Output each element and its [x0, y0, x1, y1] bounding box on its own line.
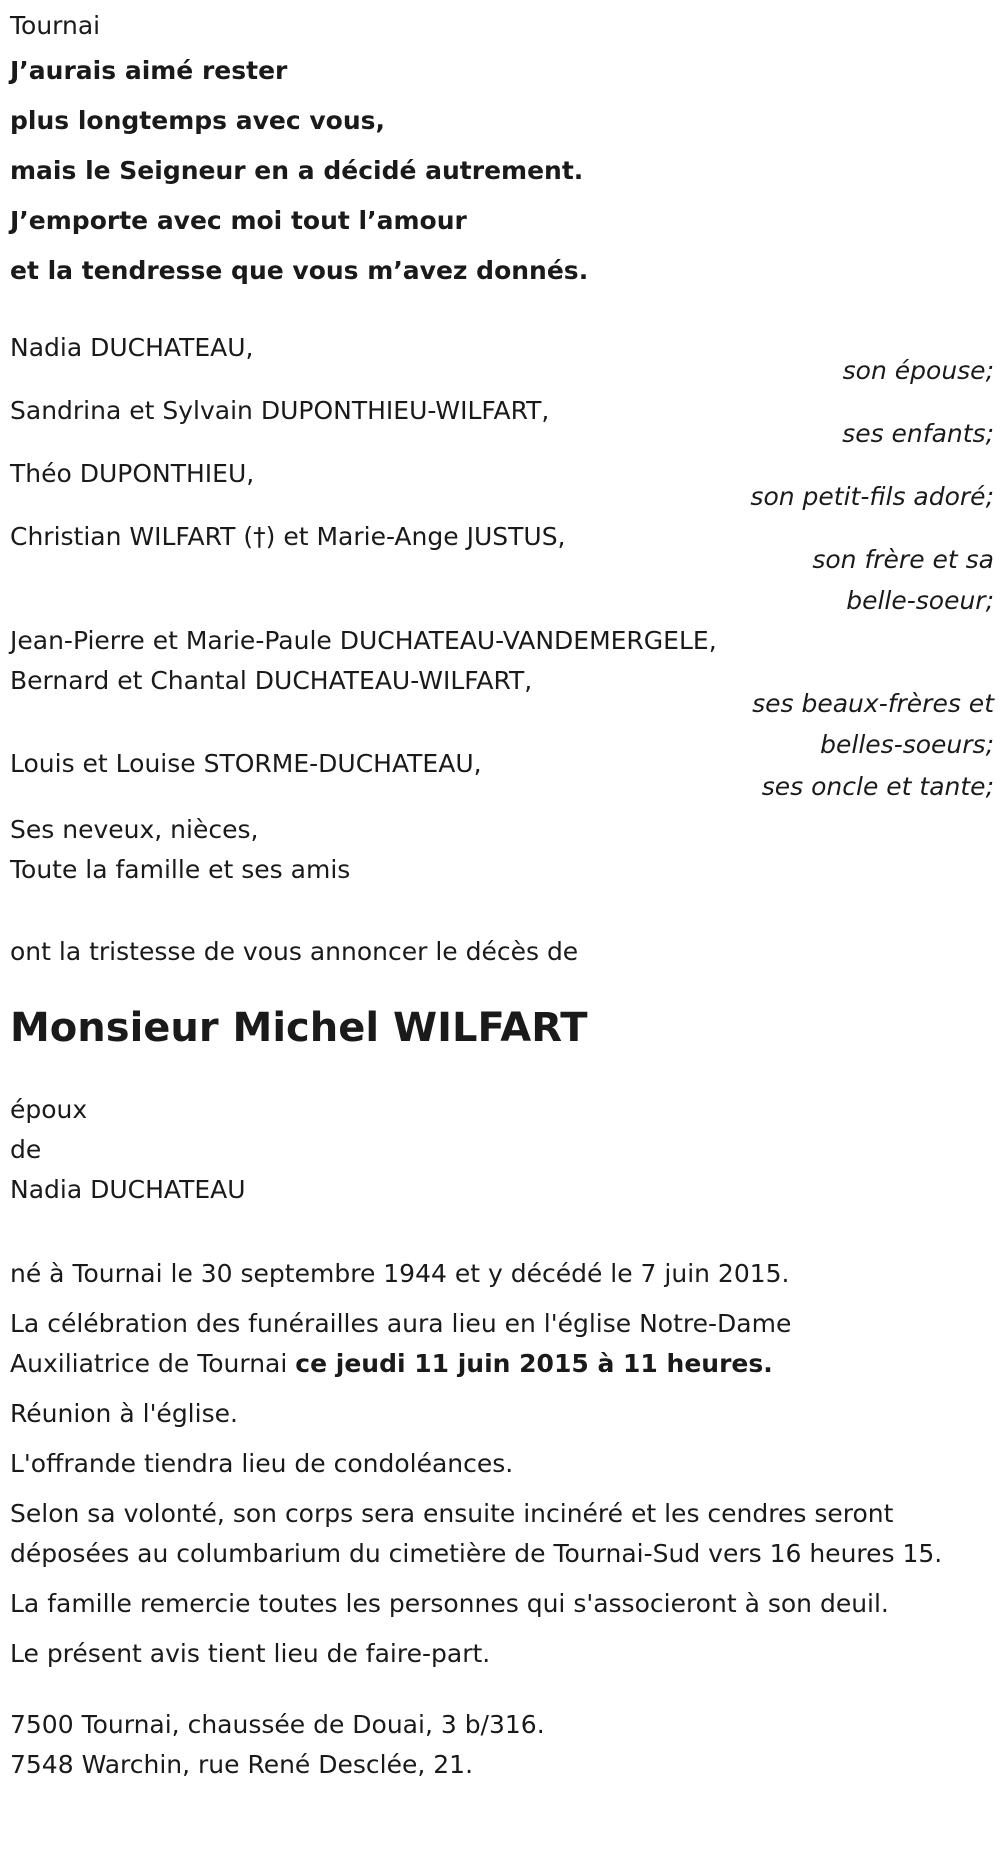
- funeral-date: ce jeudi 11 juin 2015 à 11 heures.: [295, 1349, 773, 1378]
- funeral-details: [10, 1254, 998, 1674]
- city-heading: Tournai: [10, 11, 101, 40]
- funeral-place: Auxiliatrice de Tournai: [10, 1349, 296, 1378]
- poem-line: J’emporte avec moi tout l’amour: [10, 206, 467, 235]
- family-role: son frère et sa: [812, 545, 994, 574]
- family-role: belle-soeur;: [846, 586, 994, 615]
- family-entry: [10, 454, 998, 517]
- spouse-line: de: [10, 1135, 42, 1164]
- family-name: Christian WILFART (†) et Marie-Ange JUSTUS,: [10, 522, 566, 551]
- poem-line: mais le Seigneur en a décidé autrement.: [10, 156, 584, 185]
- offering-text: L'offrande tiendra lieu de condoléances.: [10, 1449, 514, 1478]
- address-line: 7548 Warchin, rue René Desclée, 21.: [10, 1750, 474, 1779]
- family-role: son petit-fils adoré;: [750, 482, 994, 511]
- family-name: Nadia DUCHATEAU,: [10, 333, 254, 362]
- family-entry: [10, 517, 998, 621]
- address-line: 7500 Tournai, chaussée de Douai, 3 b/316.: [10, 1710, 545, 1739]
- other-relatives: [10, 810, 998, 890]
- birth-death-text: né à Tournai le 30 septembre 1944 et y décédé le 7 juin 2015.: [10, 1259, 790, 1288]
- family-role: ses oncle et tante;: [761, 772, 994, 801]
- poem-line: plus longtemps avec vous,: [10, 106, 386, 135]
- family-name: Louis et Louise STORME-DUCHATEAU,: [10, 749, 482, 778]
- funeral-text: [10, 1304, 998, 1384]
- family-role: son épouse;: [842, 356, 994, 385]
- spouse-line: époux: [10, 1095, 88, 1124]
- announcement-text: ont la tristesse de vous annoncer le décès de: [10, 937, 579, 966]
- family-entry: [10, 621, 998, 759]
- spouse-line: Nadia DUCHATEAU: [10, 1175, 246, 1204]
- other-relatives-line: Toute la famille et ses amis: [10, 855, 351, 884]
- deceased-name: Monsieur Michel WILFART: [10, 1005, 588, 1051]
- family-entry: [10, 744, 998, 807]
- family-name: Théo DUPONTHIEU,: [10, 459, 255, 488]
- other-relatives-line: Ses neveux, nièces,: [10, 815, 259, 844]
- funeral-line: [10, 1344, 998, 1384]
- funeral-line: La célébration des funérailles aura lieu en l'église Notre-Dame: [10, 1309, 792, 1338]
- addresses: [10, 1705, 998, 1785]
- family-list: [10, 328, 998, 807]
- poem-line: J’aurais aimé rester: [10, 56, 288, 85]
- family-role: ses beaux-frères et: [752, 689, 994, 718]
- spouse-block: [10, 1090, 998, 1210]
- family-role: ses enfants;: [842, 419, 994, 448]
- family-name: Bernard et Chantal DUCHATEAU-WILFART,: [10, 666, 533, 695]
- thanks-text: La famille remercie toutes les personnes qui s'associeront à son deuil.: [10, 1589, 889, 1618]
- meeting-text: Réunion à l'église.: [10, 1399, 238, 1428]
- family-name: Sandrina et Sylvain DUPONTHIEU-WILFART,: [10, 396, 550, 425]
- notice-text: Le présent avis tient lieu de faire-part.: [10, 1639, 491, 1668]
- family-role: belles-soeurs;: [820, 730, 994, 759]
- family-name: Jean-Pierre et Marie-Paule DUCHATEAU-VANDEMERGELE,: [10, 626, 717, 655]
- family-entry: [10, 391, 998, 454]
- cremation-text: Selon sa volonté, son corps sera ensuite incinéré et les cendres seront déposées au columbarium du cimetière de Tournai-Sud vers 16 heures 15.: [10, 1499, 943, 1568]
- obituary-notice: [10, 6, 998, 1785]
- family-entry: [10, 328, 998, 391]
- poem-line: et la tendresse que vous m’avez donnés.: [10, 256, 589, 285]
- poem: [10, 46, 998, 296]
